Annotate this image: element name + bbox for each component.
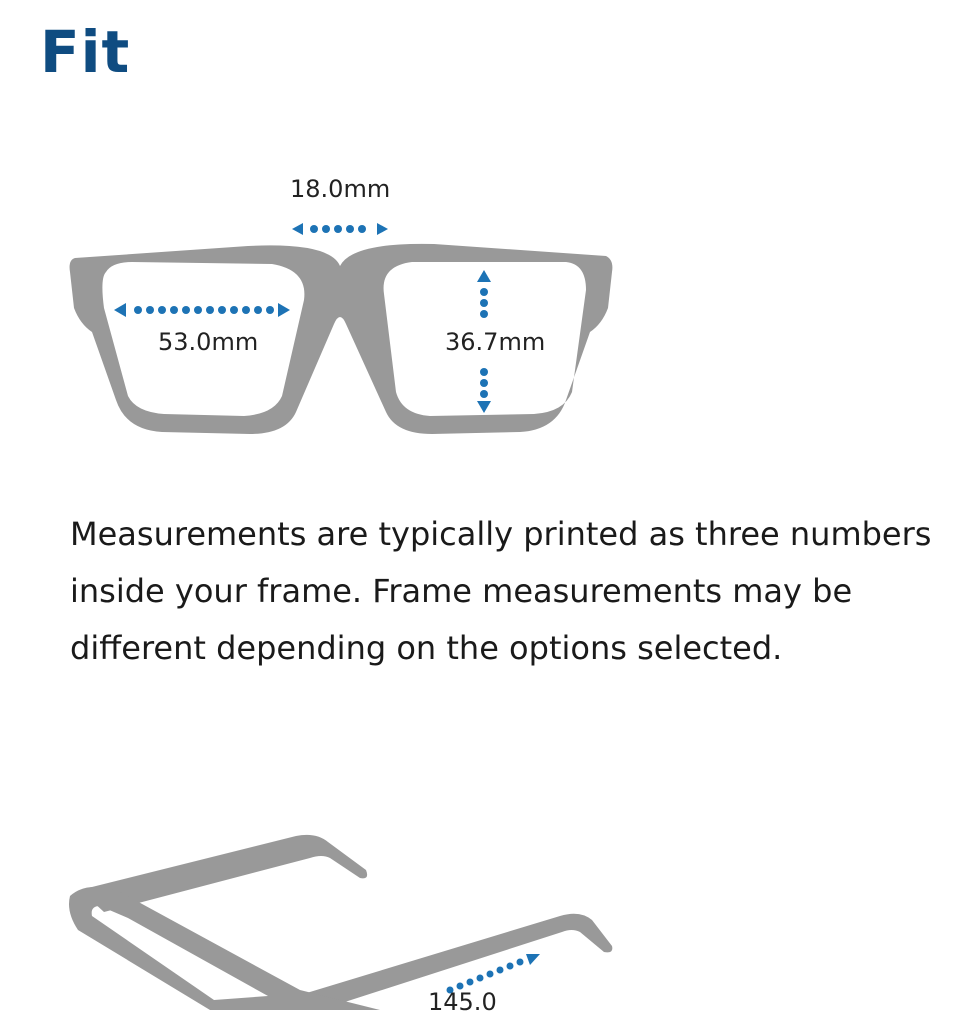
fit-description: Measurements are typically printed as three numbers inside your frame. Frame measurements may be different depending on the options selected. xyxy=(70,515,932,667)
side-glasses-illustration xyxy=(0,820,700,1000)
bridge-width-label: 18.0mm xyxy=(290,175,391,203)
side-glasses-diagram xyxy=(0,820,700,1016)
lens-width-label: 53.0mm xyxy=(158,328,259,356)
page-title: Fit xyxy=(40,18,131,86)
front-glasses-illustration xyxy=(0,160,700,460)
lens-width-indicator xyxy=(114,303,290,317)
lens-height-label: 36.7mm xyxy=(445,328,546,356)
bridge-width-indicator xyxy=(292,223,388,235)
temple-length-label: 145.0 xyxy=(428,988,497,1016)
front-glasses-diagram xyxy=(0,160,700,460)
